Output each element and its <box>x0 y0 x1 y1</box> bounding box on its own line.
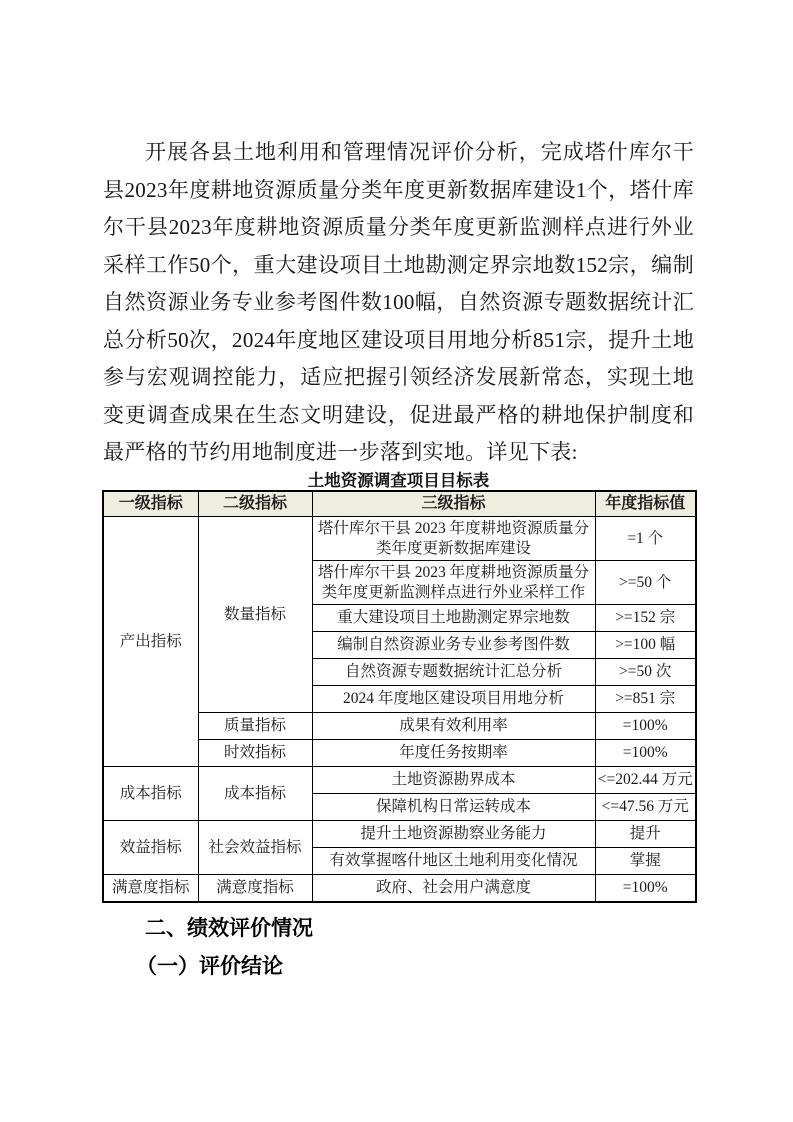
table-title: 土地资源调查项目目标表 <box>307 470 490 490</box>
level2-cell: 满意度指标 <box>198 875 312 902</box>
table-row <box>103 517 696 561</box>
value-cell: =100% <box>595 875 696 902</box>
indicator-cell: 土地资源勘界成本 <box>312 767 595 794</box>
table-row <box>103 767 696 794</box>
indicator-cell: 编制自然资源业务专业参考图件数 <box>312 632 595 659</box>
level2-cell: 成本指标 <box>198 767 312 821</box>
indicator-cell: 2024 年度地区建设项目用地分析 <box>312 686 595 713</box>
indicator-cell: 自然资源专题数据统计汇总分析 <box>312 659 595 686</box>
indicator-cell: 重大建设项目土地勘测定界宗地数 <box>312 605 595 632</box>
value-cell: <=47.56 万元 <box>595 794 696 821</box>
table-row <box>103 875 696 902</box>
value-cell: =1 个 <box>595 517 696 561</box>
indicator-cell: 政府、社会用户满意度 <box>312 875 595 902</box>
heading-performance-evaluation: 二、绩效评价情况 <box>145 916 313 940</box>
col-header-annual-value: 年度指标值 <box>595 491 696 517</box>
value-cell: >=152 宗 <box>595 605 696 632</box>
value-cell: >=851 宗 <box>595 686 696 713</box>
level2-cell: 时效指标 <box>198 740 312 767</box>
level2-cell: 数量指标 <box>198 517 312 713</box>
indicator-cell: 年度任务按期率 <box>312 740 595 767</box>
level1-cell: 成本指标 <box>103 767 198 821</box>
indicator-cell: 塔什库尔干县 2023 年度耕地资源质量分类年度更新监测样点进行外业采样工作 <box>312 561 595 605</box>
indicator-cell: 保障机构日常运转成本 <box>312 794 595 821</box>
level2-cell: 质量指标 <box>198 713 312 740</box>
level1-cell: 满意度指标 <box>103 875 198 902</box>
table-row <box>103 821 696 848</box>
level1-cell: 产出指标 <box>103 517 198 767</box>
col-header-level2: 二级指标 <box>198 491 312 517</box>
col-header-level3: 三级指标 <box>312 491 595 517</box>
value-cell: >=100 幅 <box>595 632 696 659</box>
body-paragraph: 开展各县土地利用和管理情况评价分析，完成塔什库尔干县2023年度耕地资源质量分类年度更新数据库建设1个，塔什库尔干县2023年度耕地资源质量分类年度更新监测样点进行外业采样工作50个，重大建设项目土地勘测定界宗地数152宗，编制自然资源业务专业参考图件数100幅，自然资源专题数据统计汇总分析50次，2024年度地区建设项目用地分析851宗，提升土地参与宏观调控能力，适应把握引领经济发展新常态，实现土地变更调查成果在生态文明建设，促进最严格的耕地保护制度和最严格的节约用地制度进一步落到实地。详见下表: <box>103 140 694 464</box>
value-cell: 提升 <box>595 821 696 848</box>
value-cell: =100% <box>595 713 696 740</box>
level2-cell: 社会效益指标 <box>198 821 312 875</box>
value-cell: >=50 个 <box>595 561 696 605</box>
value-cell: >=50 次 <box>595 659 696 686</box>
level1-cell: 效益指标 <box>103 821 198 875</box>
heading-evaluation-conclusion: （一）评价结论 <box>136 953 283 978</box>
indicator-cell: 提升土地资源勘察业务能力 <box>312 821 595 848</box>
col-header-level1: 一级指标 <box>103 491 198 517</box>
indicator-cell: 有效掌握喀什地区土地利用变化情况 <box>312 848 595 875</box>
value-cell: 掌握 <box>595 848 696 875</box>
table-header-row <box>103 491 696 517</box>
value-cell: =100% <box>595 740 696 767</box>
indicator-cell: 塔什库尔干县 2023 年度耕地资源质量分类年度更新数据库建设 <box>312 517 595 561</box>
indicator-table <box>102 490 697 903</box>
value-cell: <=202.44 万元 <box>595 767 696 794</box>
indicator-cell: 成果有效利用率 <box>312 713 595 740</box>
